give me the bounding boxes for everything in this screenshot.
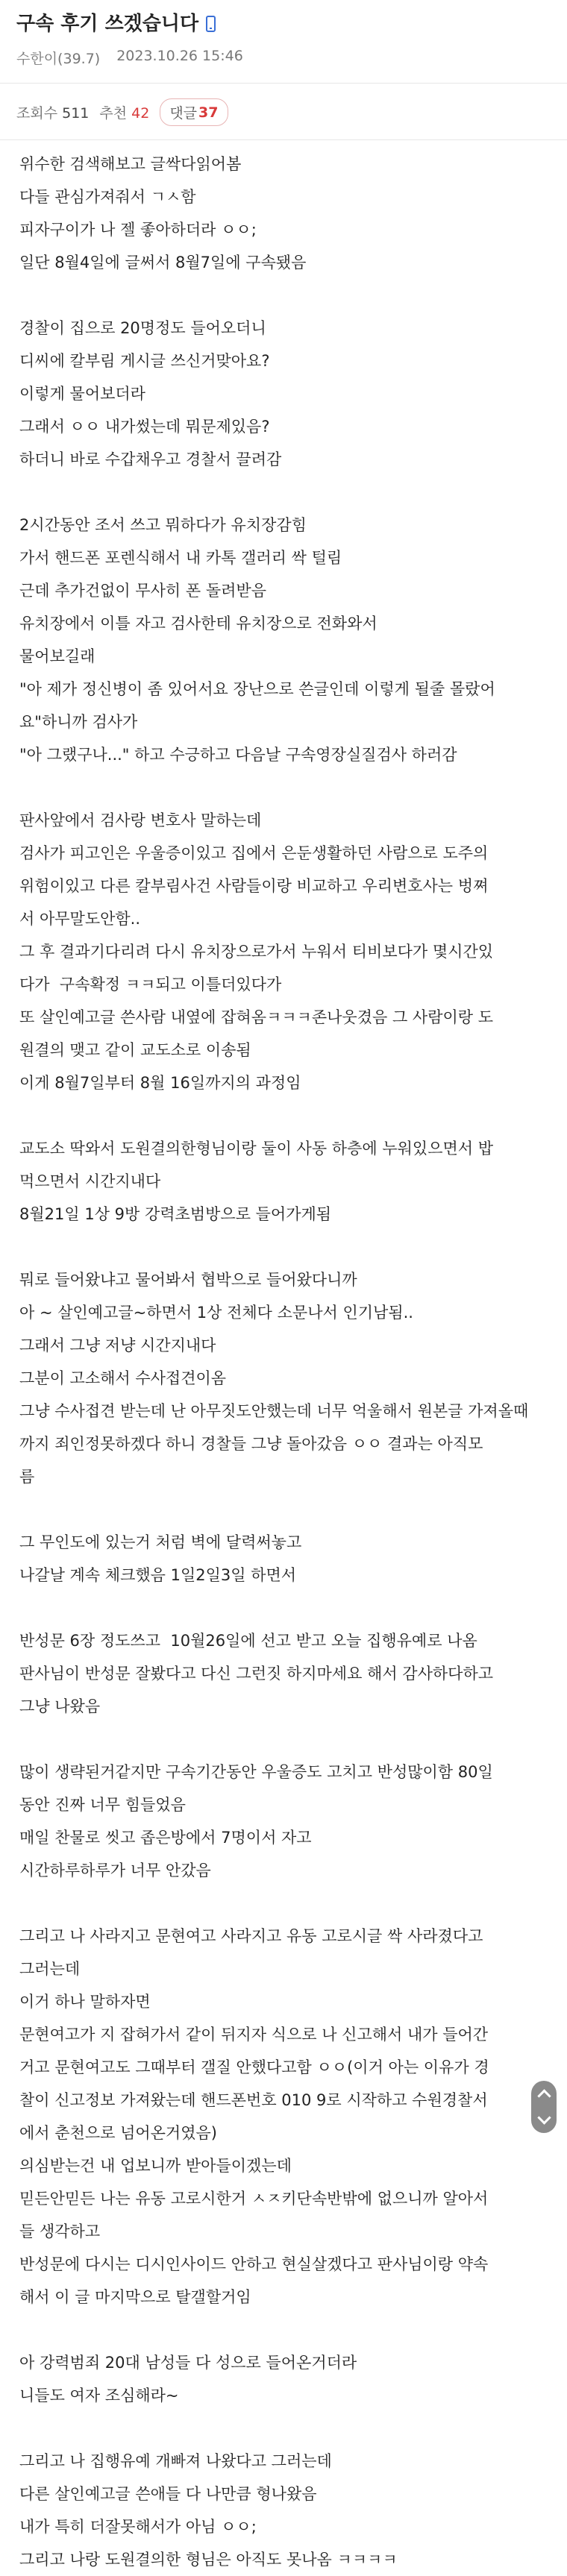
content-line: 아 ~ 살인예고글~하면서 1상 전체다 소문나서 인기남됨.. [19,1304,413,1322]
content-line: 시간하루하루가 너무 안갔음 [19,1862,211,1879]
content-paragraph [19,2445,548,2576]
content-line: 검사가 피고인은 우울증이있고 집에서 은둔생활하던 사람으로 도주의 [19,844,489,862]
content-paragraph [19,1132,548,1231]
content-line: 그래서 그냥 저냥 시간지내다 [19,1336,216,1354]
content-line: 아 강력범죄 20대 남성들 다 성으로 들어온거더라 [19,2354,357,2372]
content-line: 2시간동안 조서 쓰고 뭐하다가 유치장감힘 [19,516,307,534]
content-line: 뭐로 들어왔냐고 물어봐서 협박으로 들어왔다니까 [19,1271,357,1289]
content-line: 이거 하나 말하자면 [19,1993,151,2011]
content-paragraph [19,148,548,279]
content-line: 까지 죄인정못하겠다 하니 경찰들 그냥 돌아갔음 ㅇㅇ 결과는 아직모 [19,1435,483,1453]
content-line: 이렇게 물어보더라 [19,385,145,403]
post-title: 구속 후기 쓰겠습니다 [16,13,199,35]
content-line: 매일 찬물로 씻고 좁은방에서 7명이서 자고 [19,1829,312,1847]
paragraph-spacer [19,1887,548,1920]
content-line: 다들 관심가져줘서 ㄱㅅ함 [19,188,196,206]
content-line: 그분이 고소해서 수사접견이옴 [19,1369,227,1387]
content-line: 의심받는건 내 업보니까 받아들이겠는데 [19,2157,292,2175]
recommend-label: 추천 [99,105,128,122]
content-line: "아 그랬구나..." 하고 수긍하고 다음날 구속영장실질검사 하러감 [19,746,457,764]
content-line: 요"하니까 검사가 [19,713,138,731]
content-paragraph [19,1263,548,1493]
content-line: 거고 문현여고도 그때부터 갤질 안했다고함 ㅇㅇ(이거 아는 이유가 경 [19,2058,489,2076]
content-line: 그냥 나왔음 [19,1697,101,1715]
content-line: 먹으면서 시간지내다 [19,1172,161,1190]
comment-count-button[interactable] [160,98,228,126]
post-stats [0,84,567,139]
content-line: 위수한 검색해보고 글싹다읽어봄 [19,155,242,173]
content-line: 그래서 ㅇㅇ 내가썼는데 뭐문제있음? [19,418,270,436]
content-line: 에서 춘천으로 넘어온거였음) [19,2124,217,2142]
paragraph-spacer [19,1231,548,1263]
content-paragraph [19,1624,548,1723]
views-count: 511 [62,105,90,122]
content-paragraph [19,1526,548,1592]
content-line: 많이 생략된거같지만 구속기간동안 우울증도 고치고 반성많이함 80일 [19,1763,493,1781]
content-line: 유치장에서 이틀 자고 검사한테 유치장으로 전화와서 [19,615,378,632]
content-line: 교도소 딱와서 도원결의한형님이랑 둘이 사동 하층에 누워있으면서 밥 [19,1140,494,1157]
content-line: 동안 진짜 너무 힘들었음 [19,1796,186,1814]
content-line: 위험이있고 다른 칼부림사건 사람들이랑 비교하고 우리변호사는 벙쪄 [19,877,489,895]
content-line: 그 후 결과기다리려 다시 유치장으로가서 누워서 티비보다가 몇시간있 [19,943,494,961]
paragraph-spacer [19,1099,548,1132]
post-content [0,140,567,2576]
recommend-stat [99,102,149,122]
content-line: 해서 이 글 마지막으로 탈갤할거임 [19,2288,251,2306]
author-name[interactable]: 수한이(39.7) [16,51,101,67]
content-line: 나갈날 계속 체크했음 1일2일3일 하면서 [19,1566,297,1584]
paragraph-spacer [19,771,548,804]
content-line: 디씨에 칼부림 게시글 쓰신거맞아요? [19,352,270,370]
content-line: 이게 8월7일부터 8월 16일까지의 과정임 [19,1074,301,1092]
views-label: 조회수 [16,105,58,122]
content-line: 일단 8월4일에 글써서 8월7일에 구속됐음 [19,254,307,271]
chevron-up-icon [537,2089,551,2102]
content-line: 경찰이 집으로 20명정도 들어오더니 [19,319,266,337]
content-paragraph [19,509,548,771]
content-paragraph [19,1756,548,1887]
post-datetime: 2023.10.26 15:46 [116,48,243,64]
content-line: 찰이 신고정보 가져왔는데 핸드폰번호 010 9로 시작하고 수원경찰서 [19,2091,488,2109]
paragraph-spacer [19,1493,548,1526]
content-line: 그 무인도에 있는거 처럼 벽에 달력써놓고 [19,1533,302,1551]
content-line: 반성문 6장 정도쓰고 10월26일에 선고 받고 오늘 집행유예로 나옴 [19,1632,477,1650]
content-line: 그냥 수사접견 받는데 난 아무짓도안했는데 너무 억울해서 원본글 가져올때 [19,1402,529,1420]
views-stat [16,102,89,122]
content-line: 원결의 맺고 같이 교도소로 이송됨 [19,1041,251,1059]
scroll-handle[interactable] [531,2081,557,2133]
content-line: 내가 특히 더잘못해서가 아님 ㅇㅇ; [19,2518,257,2536]
content-line: 판사앞에서 검사랑 변호사 말하는데 [19,811,262,829]
content-paragraph [19,804,548,1099]
comment-count: 37 [198,104,219,121]
paragraph-spacer [19,279,548,312]
content-line: 반성문에 다시는 디시인사이드 안하고 현실살겠다고 판사님이랑 약속 [19,2255,489,2273]
content-paragraph [19,312,548,476]
recommend-count: 42 [131,105,150,122]
content-line: 8월21일 1상 9방 강력초범방으로 들어가게됨 [19,1205,332,1223]
content-line: 판사님이 반성문 잘봤다고 다신 그런짓 하지마세요 해서 감사하다하고 [19,1665,494,1683]
content-line: 그러는데 [19,1960,81,1978]
content-line: 니들도 여자 조심해라~ [19,2387,179,2404]
paragraph-spacer [19,2412,548,2445]
paragraph-spacer [19,2313,548,2346]
content-line: 하더니 바로 수갑채우고 경찰서 끌려감 [19,450,282,468]
post-header [0,0,567,68]
content-line: 름 [19,1468,35,1486]
content-line: 또 살인예고글 쓴사람 내옆에 잡혀옴ㅋㅋㅋ존나웃겼음 그 사람이랑 도 [19,1008,494,1026]
content-line: 근데 추가건없이 무사히 폰 돌려받음 [19,582,266,600]
comment-label: 댓글 [169,105,198,122]
content-line: 피자구이가 나 젤 좋아하더라 ㅇㅇ; [19,221,257,239]
content-line: 그리고 나랑 도원결의한 형님은 아직도 못나옴 ㅋㅋㅋㅋ [19,2551,398,2569]
content-paragraph [19,2346,548,2412]
paragraph-spacer [19,1723,548,1756]
title-row [16,10,551,37]
content-line: 그리고 나 사라지고 문현여고 사라지고 유동 고로시글 싹 사라졌다고 [19,1927,483,1945]
content-line: 문현여고가 지 잡혀가서 같이 뒤지자 식으로 나 신고해서 내가 들어간 [19,2026,489,2043]
content-line: 그리고 나 집행유예 개빠져 나왔다고 그러는데 [19,2452,332,2470]
content-line: 서 아무말도안함.. [19,910,141,928]
content-line: 믿든안믿든 나는 유동 고로시한거 ㅅㅈ키단속반밖에 없으니까 알아서 [19,2190,489,2208]
post-meta [16,48,551,68]
content-line: "아 제가 정신병이 좀 있어서요 장난으로 쓴글인데 이렇게 될줄 몰랐어 [19,680,495,698]
paragraph-spacer [19,476,548,509]
chevron-down-icon [537,2111,551,2124]
content-line: 가서 핸드폰 포렌식해서 내 카톡 갤러리 싹 털림 [19,549,342,567]
content-paragraph [19,1920,548,2313]
content-line: 다가 구속확정 ㅋㅋ되고 이틀더있다가 [19,976,282,993]
mobile-phone-icon [206,16,216,32]
content-line: 들 생각하고 [19,2222,101,2240]
paragraph-spacer [19,1592,548,1624]
content-line: 다른 살인예고글 쓴애들 다 나만큼 형나왔음 [19,2485,317,2503]
content-line: 물어보길래 [19,647,95,665]
